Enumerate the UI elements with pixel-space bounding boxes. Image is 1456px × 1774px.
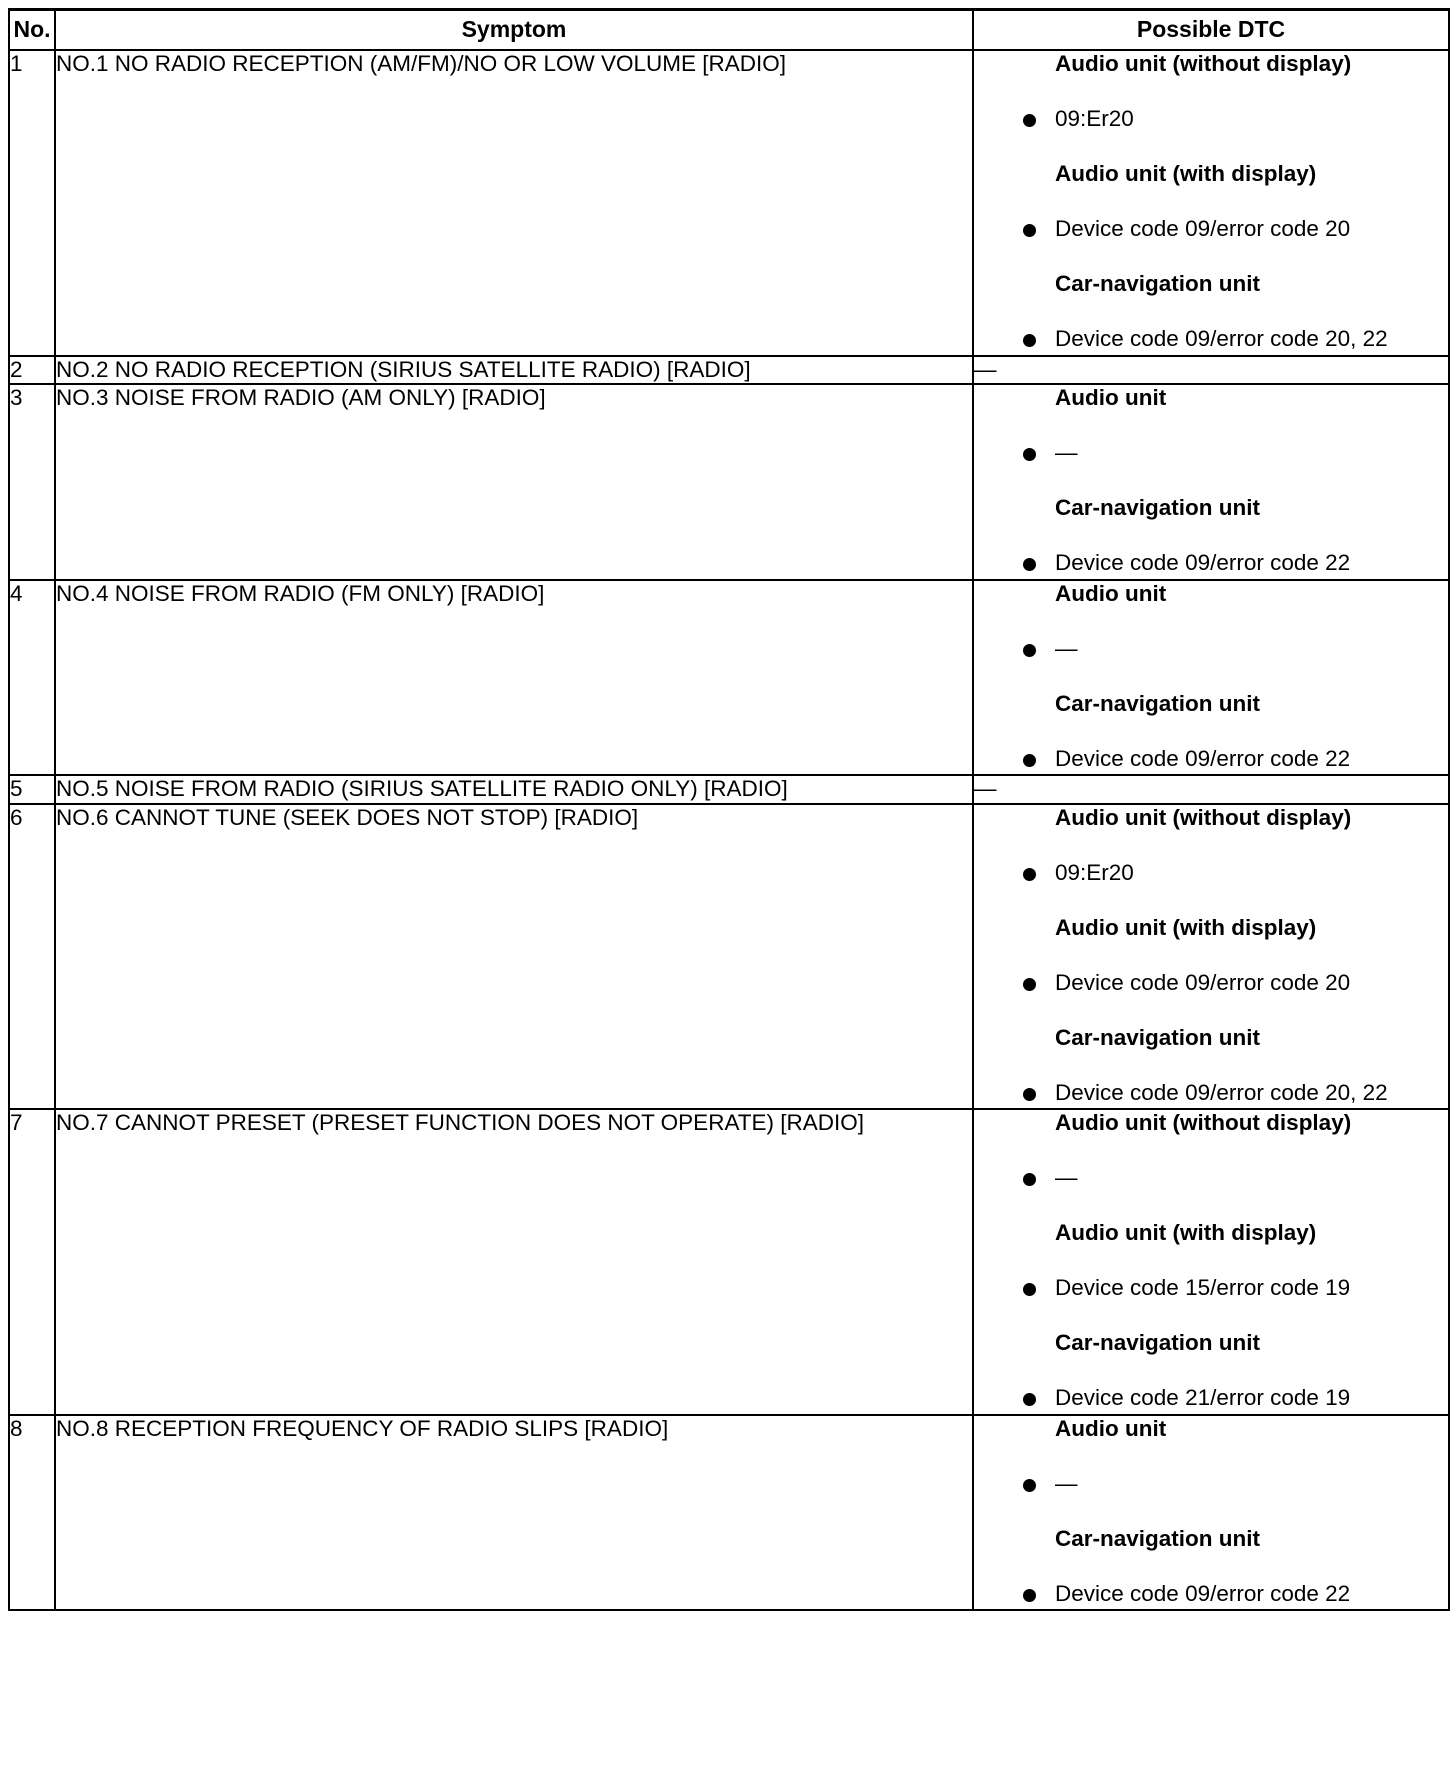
row-number: 5 (9, 775, 55, 804)
row-number: 2 (9, 356, 55, 385)
dtc-unit-heading: Car-navigation unit (1055, 690, 1261, 716)
dtc-unit-heading: Car-navigation unit (1055, 1525, 1261, 1551)
bullet-icon (1023, 224, 1036, 237)
dtc-code-text: Device code 09/error code 22 (1055, 550, 1351, 576)
table-body (9, 50, 1449, 1610)
dtc-unit-heading: Car-navigation unit (1055, 495, 1261, 521)
dtc-list (974, 51, 1448, 355)
dtc-list (974, 1110, 1448, 1414)
row-number: 3 (9, 384, 55, 580)
bullet-icon (1023, 1479, 1036, 1492)
row-number: 4 (9, 580, 55, 776)
dtc-list-item (974, 326, 1448, 355)
header-possible-dtc: Possible DTC (973, 10, 1449, 51)
dtc-list-item (974, 1471, 1448, 1526)
dtc-code-text: Device code 09/error code 20 (1055, 969, 1351, 995)
dtc-list-item (974, 1275, 1448, 1330)
dtc-code-text: Device code 09/error code 22 (1055, 745, 1351, 771)
table-row (9, 1109, 1449, 1415)
dtc-code-text: 09:Er20 (1055, 859, 1134, 885)
dtc-list-item (974, 1385, 1448, 1414)
bullet-icon (1023, 1173, 1036, 1186)
bullet-icon (1023, 114, 1036, 127)
dtc-list (974, 805, 1448, 1109)
possible-dtc-cell (973, 1109, 1449, 1415)
header-symptom: Symptom (55, 10, 973, 51)
symptom-cell: NO.5 NOISE FROM RADIO (SIRIUS SATELLITE RADIO ONLY) [RADIO] (55, 775, 973, 804)
dtc-none-dash: — (974, 356, 997, 382)
dtc-code-text: Device code 15/error code 19 (1055, 1275, 1351, 1301)
symptom-cell: NO.6 CANNOT TUNE (SEEK DOES NOT STOP) [RADIO] (55, 804, 973, 1110)
possible-dtc-cell (973, 356, 1449, 385)
bullet-icon (1023, 754, 1036, 767)
dtc-list-item (974, 860, 1448, 915)
dtc-unit-heading: Audio unit (with display) (1055, 914, 1317, 940)
dtc-unit-heading: Audio unit (1055, 580, 1167, 606)
dtc-list-item (974, 1165, 1448, 1220)
dtc-code-text: Device code 21/error code 19 (1055, 1385, 1351, 1411)
dtc-list-item (974, 440, 1448, 495)
symptom-cell: NO.1 NO RADIO RECEPTION (AM/FM)/NO OR LOW VOLUME [RADIO] (55, 50, 973, 356)
bullet-icon (1023, 978, 1036, 991)
row-number: 8 (9, 1415, 55, 1611)
symptom-cell: NO.2 NO RADIO RECEPTION (SIRIUS SATELLITE RADIO) [RADIO] (55, 356, 973, 385)
bullet-icon (1023, 1589, 1036, 1602)
header-no: No. (9, 10, 55, 51)
symptom-cell: NO.4 NOISE FROM RADIO (FM ONLY) [RADIO] (55, 580, 973, 776)
possible-dtc-cell (973, 384, 1449, 580)
dtc-list-item (974, 216, 1448, 271)
bullet-icon (1023, 334, 1036, 347)
dtc-code-text: Device code 09/error code 20 (1055, 216, 1351, 241)
possible-dtc-cell (973, 775, 1449, 804)
bullet-icon (1023, 558, 1036, 571)
bullet-icon (1023, 868, 1036, 881)
table-row (9, 580, 1449, 776)
dtc-none-dash: — (974, 776, 997, 802)
possible-dtc-cell (973, 50, 1449, 356)
bullet-icon (1023, 644, 1036, 657)
dtc-list (974, 385, 1448, 579)
dtc-table-container (8, 8, 1448, 1611)
possible-dtc-cell (973, 804, 1449, 1110)
dtc-unit-heading: Audio unit (1055, 1415, 1167, 1441)
symptom-cell: NO.3 NOISE FROM RADIO (AM ONLY) [RADIO] (55, 384, 973, 580)
symptom-cell: NO.8 RECEPTION FREQUENCY OF RADIO SLIPS [RADIO] (55, 1415, 973, 1611)
dtc-unit-heading: Audio unit (without display) (1055, 1110, 1352, 1136)
dtc-list-item (974, 970, 1448, 1025)
dtc-code-text: — (1055, 1165, 1078, 1191)
dtc-code-text: — (1055, 440, 1078, 466)
dtc-unit-heading: Audio unit (with display) (1055, 1220, 1317, 1246)
row-number: 6 (9, 804, 55, 1110)
dtc-list-item (974, 1581, 1448, 1610)
possible-dtc-cell (973, 580, 1449, 776)
bullet-icon (1023, 448, 1036, 461)
dtc-list-item (974, 1080, 1448, 1109)
dtc-list (974, 581, 1448, 775)
dtc-code-text: — (1055, 1470, 1078, 1496)
dtc-unit-heading: Car-navigation unit (1055, 1024, 1261, 1050)
dtc-unit-heading: Car-navigation unit (1055, 271, 1261, 296)
table-row (9, 356, 1449, 385)
dtc-list-item (974, 636, 1448, 691)
table-row (9, 804, 1449, 1110)
bullet-icon (1023, 1088, 1036, 1101)
dtc-unit-heading: Car-navigation unit (1055, 1330, 1261, 1356)
row-number: 7 (9, 1109, 55, 1415)
dtc-list-item (974, 550, 1448, 579)
bullet-icon (1023, 1283, 1036, 1296)
dtc-code-text: Device code 09/error code 20, 22 (1055, 1079, 1388, 1105)
dtc-list-item (974, 746, 1448, 775)
dtc-code-text: — (1055, 635, 1078, 661)
dtc-unit-heading: Audio unit (with display) (1055, 161, 1317, 186)
table-row (9, 384, 1449, 580)
table-row (9, 775, 1449, 804)
symptom-cell: NO.7 CANNOT PRESET (PRESET FUNCTION DOES NOT OPERATE) [RADIO] (55, 1109, 973, 1415)
dtc-unit-heading: Audio unit (1055, 385, 1167, 411)
dtc-list-item (974, 106, 1448, 161)
dtc-code-text: Device code 09/error code 22 (1055, 1580, 1351, 1606)
bullet-icon (1023, 1393, 1036, 1406)
row-number: 1 (9, 50, 55, 356)
dtc-unit-heading: Audio unit (without display) (1055, 51, 1352, 76)
dtc-code-text: 09:Er20 (1055, 106, 1134, 131)
symptom-dtc-table (8, 8, 1450, 1611)
dtc-unit-heading: Audio unit (without display) (1055, 804, 1352, 830)
table-row (9, 50, 1449, 356)
dtc-code-text: Device code 09/error code 20, 22 (1055, 326, 1388, 351)
table-header-row (9, 10, 1449, 51)
dtc-list (974, 1416, 1448, 1610)
possible-dtc-cell (973, 1415, 1449, 1611)
table-row (9, 1415, 1449, 1611)
